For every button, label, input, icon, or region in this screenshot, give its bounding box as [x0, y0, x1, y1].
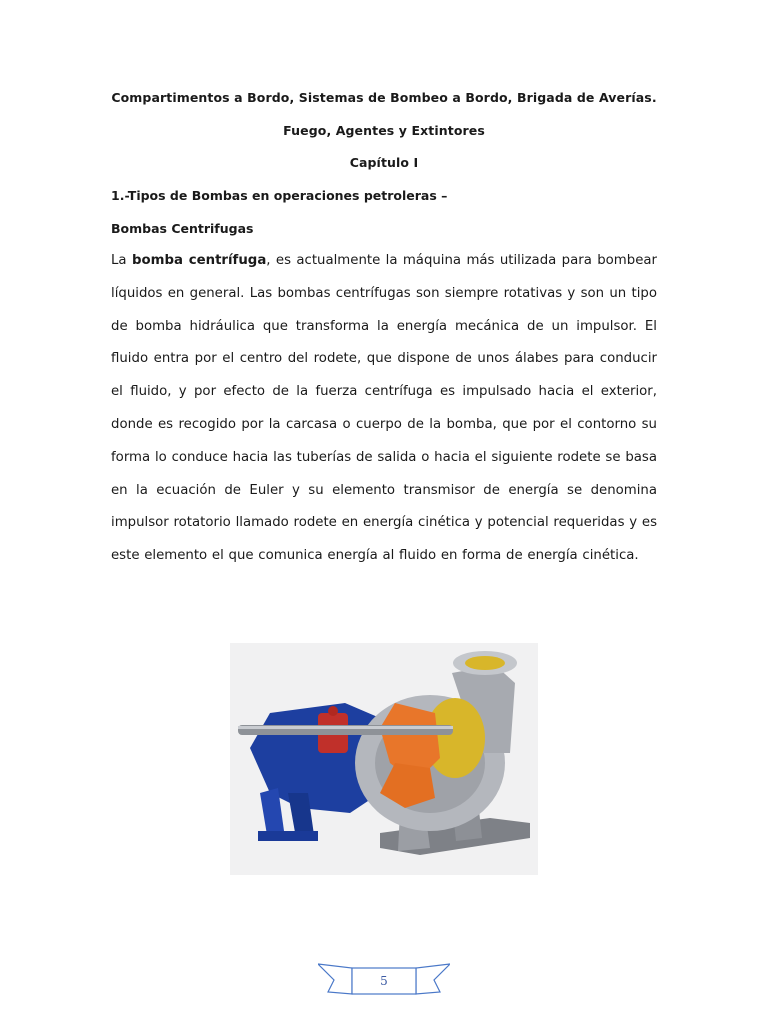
- paragraph-intro: La: [111, 253, 132, 268]
- bold-term: bomba centrífuga: [131, 253, 267, 268]
- document-title: Compartimentos a Bordo, Sistemas de Bombeo a Bordo, Brigada de Averías.: [111, 90, 657, 105]
- document-subtitle: Fuego, Agentes y Extintores: [283, 123, 485, 138]
- body-paragraph: [111, 245, 657, 573]
- pump-figure: [230, 643, 538, 875]
- section-heading: 1.-Tipos de Bombas en operaciones petroleras –: [111, 188, 448, 203]
- page-number: 5: [380, 974, 388, 988]
- chapter-label: Capítulo I: [349, 155, 419, 170]
- section-subheading: Bombas Centrifugas: [111, 221, 254, 236]
- centrifugal-pump-icon: [230, 643, 538, 875]
- paragraph-body: , es actualmente la máquina más utilizada para bombear líquidos en general. Las bombas centrífugas son siempre rotativas y son un tipo de bomba hidráulica que transforma la energía mecánica de un impulsor. El fluido entra por el centro del rodete, que dispone de unos álabes para conducir el fluido, y por efecto de la fuerza centrífuga es impulsado hacia el exterior, donde es recogido por la carcasa o cuerpo de la bomba, que por el contorno su forma lo conduce hacia las tuberías de salida o hacia el siguiente rodete se basa en la ecuación de Euler y su elemento transmisor de energía se denomina impulsor rotatorio llamado rodete en energía cinética y potencial requeridas y es este elemento el que comunica energía al fluido en forma de energía cinética.: [111, 253, 657, 564]
